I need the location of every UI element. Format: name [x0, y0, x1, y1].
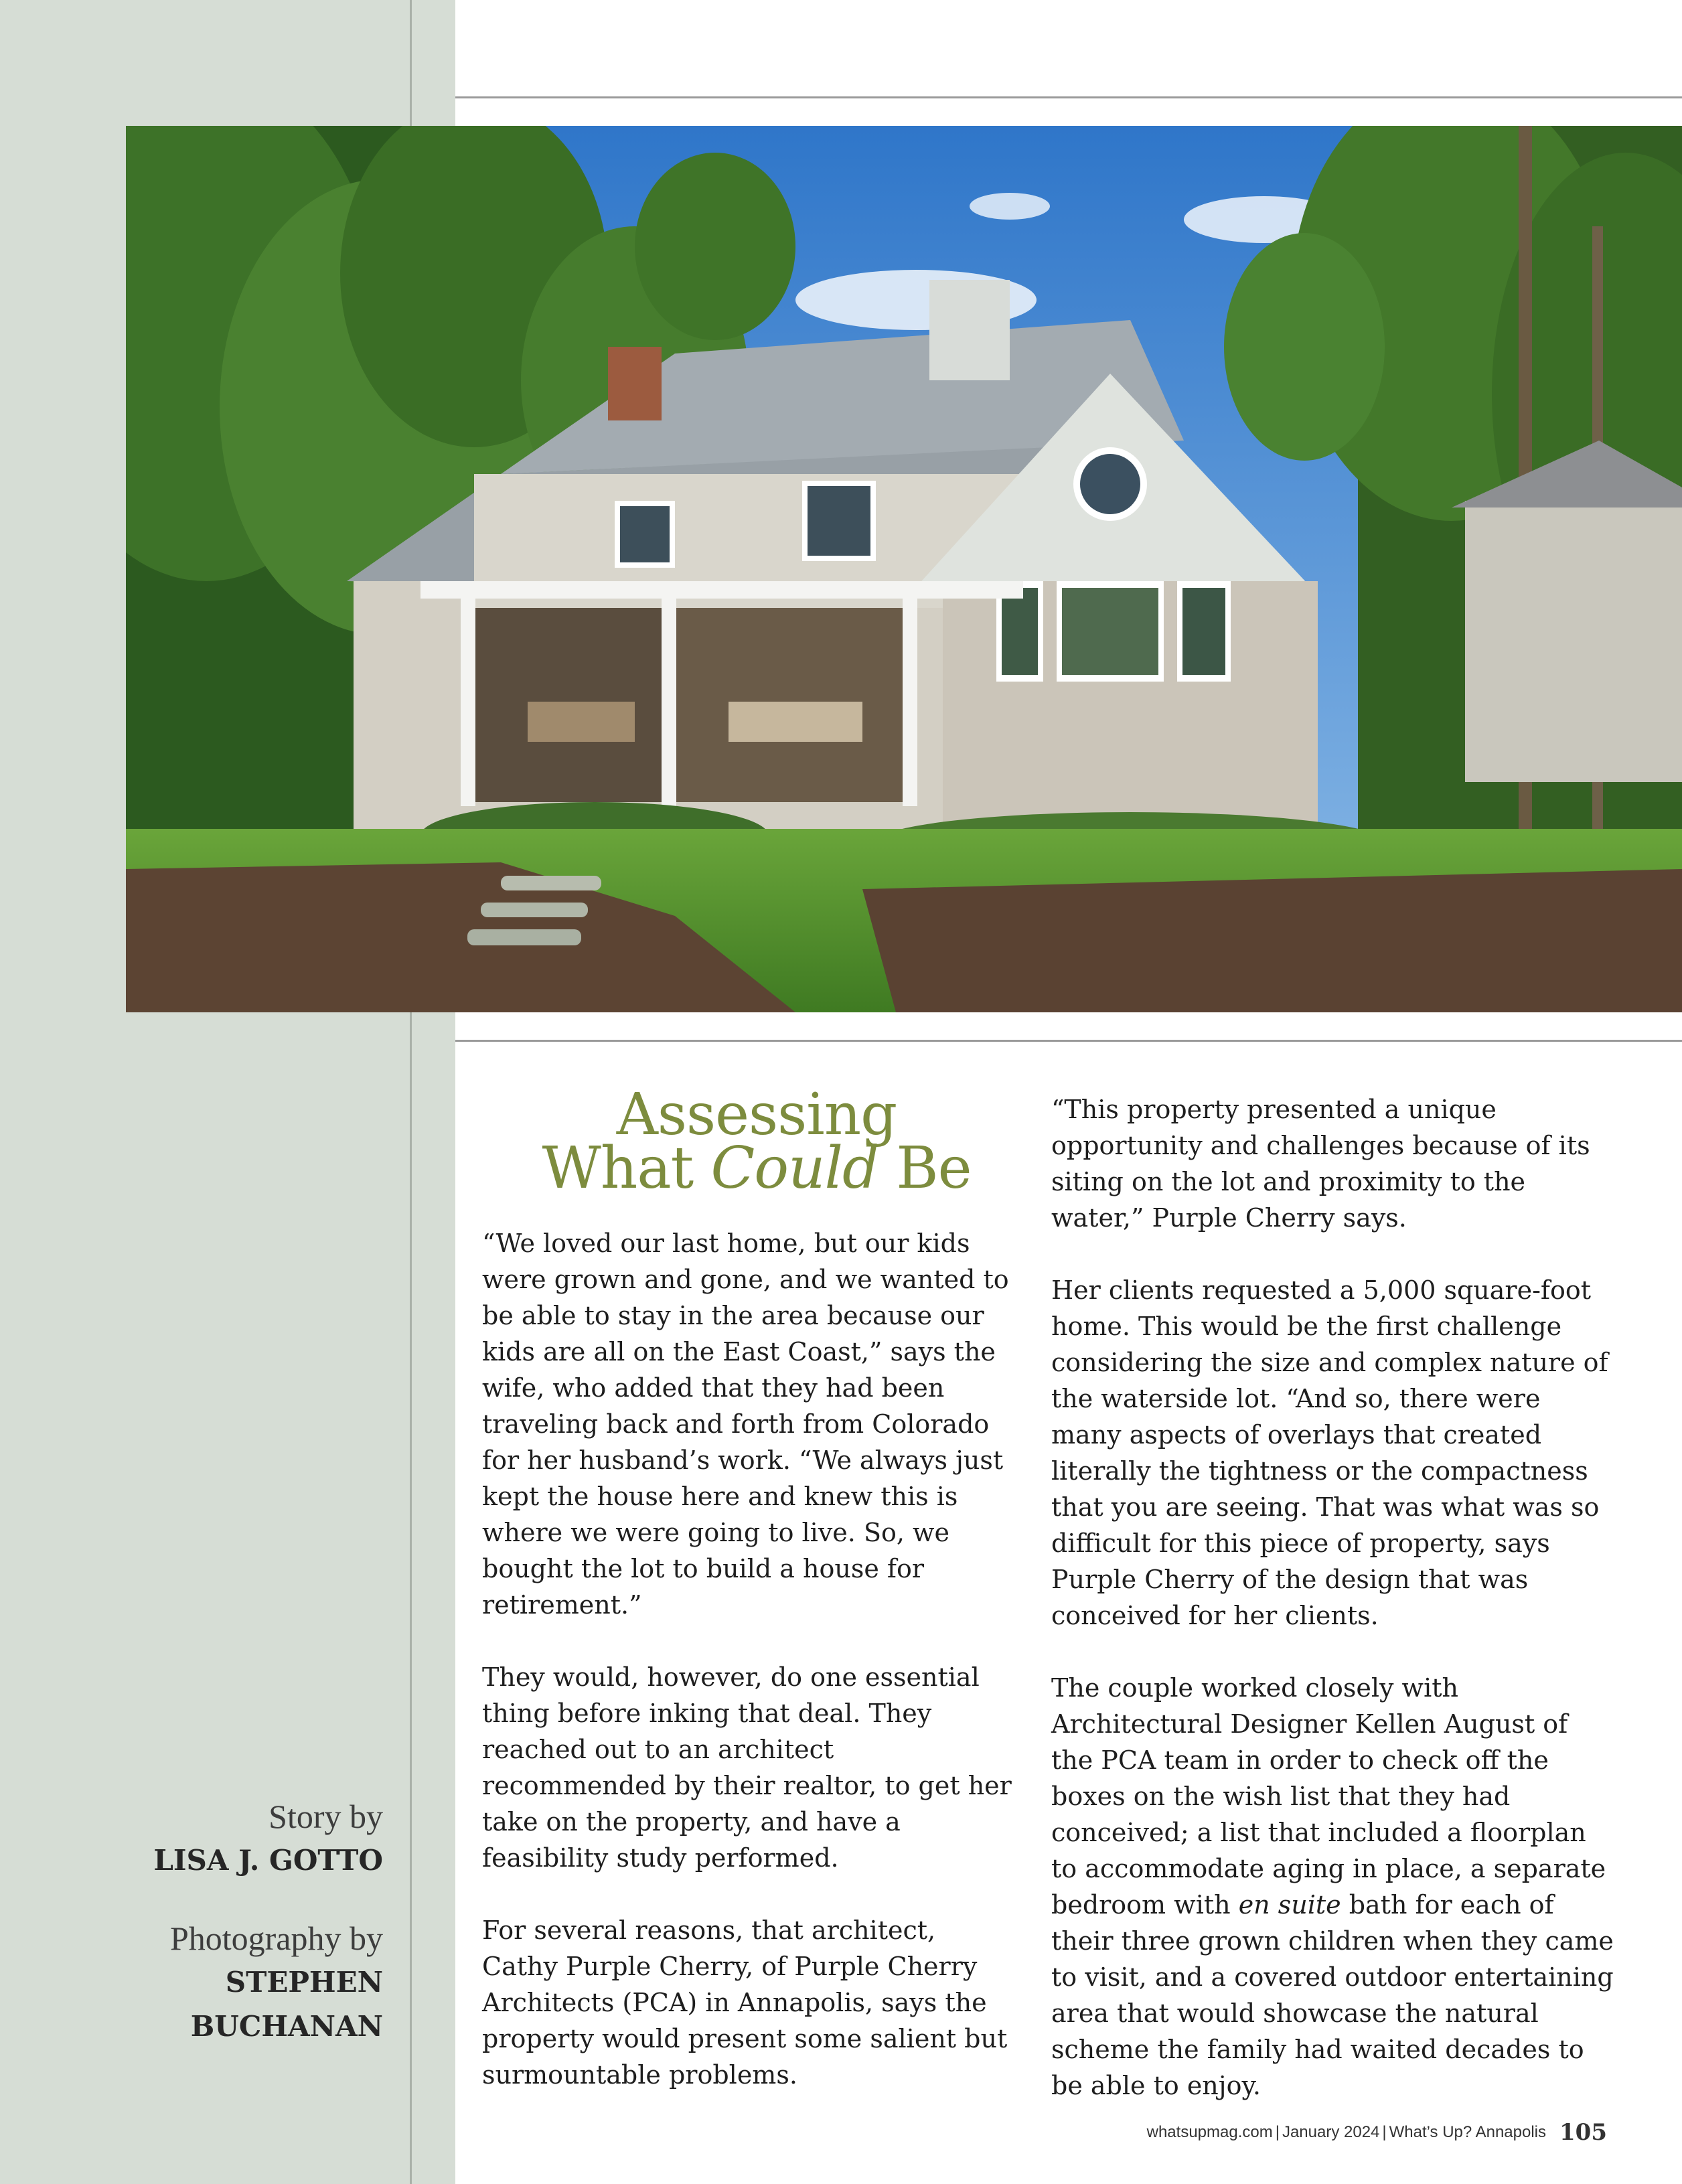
story-by-label: Story by: [269, 1798, 383, 1835]
footer-date: January 2024: [1282, 2123, 1380, 2141]
right-paragraph-3-part-b: bath for each of their three grown children when they came to visit, and a covered outdoor entertaining area that would showcase the natural scheme the family had waited decades to be able to enjoy.: [1051, 1890, 1614, 2100]
headline-word-could: Could: [710, 1135, 879, 1202]
left-paragraph-3: For several reasons, that architect, Cathy Purple Cherry, of Purple Cherry Architects (PCA) in Annapolis, says the property would present some salient but surmountable problems.: [482, 1916, 1008, 2090]
headline-line-1: Assessing: [616, 1081, 897, 1148]
photographer-last-name: BUCHANAN: [190, 2010, 383, 2043]
footer-separator-1: |: [1275, 2123, 1280, 2141]
left-paragraph-1: “We loved our last home, but our kids were grown and gone, and we wanted to be able to stay in the area because our kids are all on the East Coast,” says the wife, who added that they had been traveling back and forth from Colorado for her husband’s work. “We always just kept the house here and knew this is where we were going to live. So, we bought the lot to build a house for retirement.”: [482, 1229, 1009, 1620]
footer-separator-2: |: [1382, 2123, 1387, 2141]
article-headline: [469, 1081, 1045, 1202]
house-photo-icon: [126, 126, 1682, 1012]
right-column: [1051, 1091, 1614, 2140]
footer-site: whatsupmag.com: [1146, 2123, 1273, 2141]
page-footer: [937, 2119, 1607, 2146]
photographer-first-name: STEPHEN: [225, 1966, 383, 1999]
footer-publication: What’s Up? Annapolis: [1389, 2123, 1547, 2141]
top-rule: [455, 96, 1682, 98]
headline-line-2: [469, 1135, 1045, 1202]
right-paragraph-2: Her clients requested a 5,000 square-foot home. This would be the first challenge considering the size and complex nature of the waterside lot. “And so, there were many aspects of overlays that created literally the tightness or the compactness that you are seeing. That was what was so difficult for this piece of property, says Purple Cherry of the design that was conceived for her clients.: [1051, 1275, 1608, 1630]
right-paragraph-1: “This property presented a unique opportunity and challenges because of its siting on the lot and proximity to the water,” Purple Cherry says.: [1051, 1095, 1590, 1233]
right-paragraph-3: [1051, 1670, 1614, 2104]
right-paragraph-3-emphasis: en suite: [1238, 1890, 1341, 1920]
story-author-name: LISA J. GOTTO: [153, 1844, 383, 1877]
headline-word-what: What: [542, 1135, 694, 1202]
left-paragraph-2: They would, however, do one essential thing before inking that deal. They reached out to an architect recommended by their realtor, to get her take on the property, and have a feasibility study performed.: [482, 1662, 1012, 1873]
house-photo: [126, 126, 1682, 1012]
mid-rule: [455, 1040, 1682, 1042]
credits-block: [100, 1794, 383, 2049]
right-paragraph-3-part-a: The couple worked closely with Architectural Designer Kellen August of the PCA team in order to check off the boxes on the wish list that they had conceived; a list that included a floorplan to accommodate aging in place, a separate bedroom with: [1051, 1673, 1606, 1920]
photography-by-label: Photography by: [169, 1920, 383, 1957]
headline-word-be: Be: [896, 1135, 972, 1202]
page-number: 105: [1559, 2119, 1607, 2146]
left-column: [482, 1225, 1018, 2129]
